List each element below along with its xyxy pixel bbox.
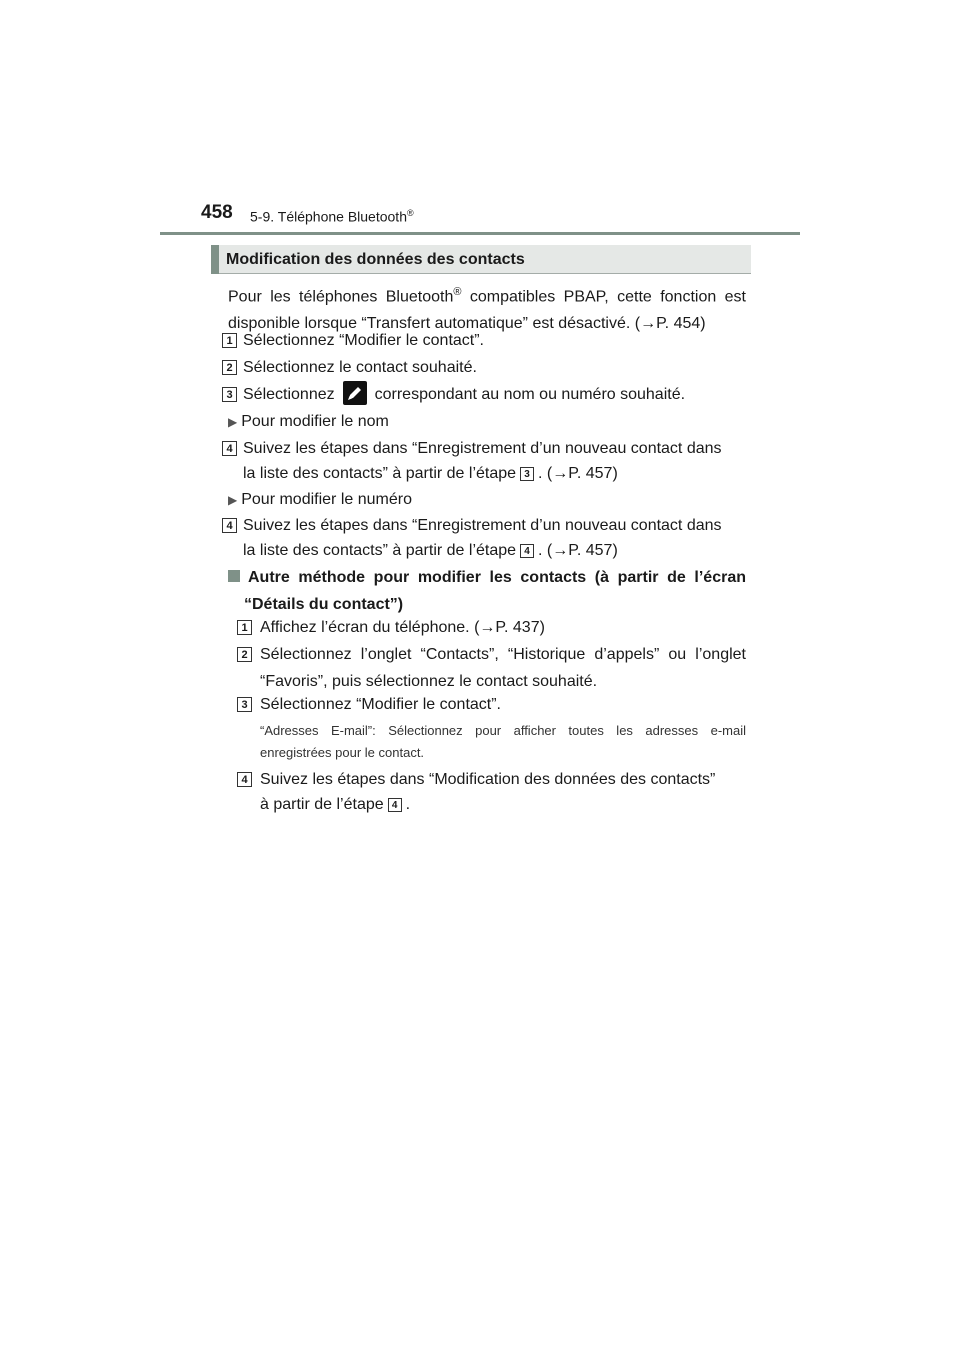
step-4a-line2: la liste des contacts” à partir de l’étape 3 . (→P. 457) (243, 465, 618, 482)
step-4b-line1: Suivez les étapes dans “Enregistrement d’un nouveau contact dans (243, 517, 722, 534)
step-2-text: Sélectionnez le contact souhaité. (243, 359, 477, 376)
square-bullet-icon (228, 570, 240, 582)
step-reference-box: 4 (520, 544, 534, 558)
step-reference-box: 3 (520, 467, 534, 481)
step-4a-line1: Suivez les étapes dans “Enregistrement d’un nouveau contact dans (243, 440, 722, 457)
alt-step-4-line2: à partir de l’étape 4 . (260, 796, 411, 813)
step-reference-box: 4 (388, 798, 402, 812)
alt-step-number-2: 2 (237, 647, 252, 662)
page-number: 458 (201, 202, 233, 223)
alt-step-1-text: Affichez l’écran du téléphone. (→P. 437) (260, 619, 545, 636)
step-number-4: 4 (222, 441, 237, 456)
alt-step-number-4: 4 (237, 772, 252, 787)
intro-paragraph: Pour les téléphones Bluetooth® compatibles PBAP, cette fonction est disponible lorsque “Transfert automatique” est désactivé. (→P. 454) (228, 286, 746, 333)
alt-step-2-text: Sélectionnez l’onglet “Contacts”, “Historique d’appels” ou l’onglet “Favoris”, puis sélectionnez le contact souhaité. (260, 646, 746, 690)
heading-accent (211, 245, 219, 274)
sub-option-name: ▶ Pour modifier le nom (228, 413, 389, 430)
alt-method-heading: Autre méthode pour modifier les contacts (à partir de l’écran “Détails du contact”) (228, 564, 746, 618)
step-number-4: 4 (222, 518, 237, 533)
alt-step-number-3: 3 (237, 697, 252, 712)
heading-title: Modification des données des contacts (226, 251, 525, 268)
step-1-text: Sélectionnez “Modifier le contact”. (243, 332, 484, 349)
step-number-2: 2 (222, 360, 237, 375)
alt-step-4-line1: Suivez les étapes dans “Modification des données des contacts” (260, 771, 716, 788)
sub-option-number: ▶ Pour modifier le numéro (228, 491, 412, 508)
email-note: “Adresses E-mail”: Sélectionnez pour afficher toutes les adresses e-mail enregistrées pour le contact. (260, 723, 746, 760)
step-4b-line2: la liste des contacts” à partir de l’étape 4 . (→P. 457) (243, 542, 618, 559)
alt-step-number-1: 1 (237, 620, 252, 635)
step-3-text: Sélectionnez correspondant au nom ou numéro souhaité. (243, 381, 685, 408)
section-title: 5-9. Téléphone Bluetooth® (250, 208, 414, 225)
alt-step-3-text: Sélectionnez “Modifier le contact”. (260, 696, 501, 713)
step-number-3: 3 (222, 387, 237, 402)
step-number-1: 1 (222, 333, 237, 348)
triangle-bullet-icon: ▶ (228, 493, 238, 507)
triangle-bullet-icon: ▶ (228, 415, 238, 429)
header-rule (160, 232, 800, 235)
pencil-edit-icon (343, 381, 367, 405)
